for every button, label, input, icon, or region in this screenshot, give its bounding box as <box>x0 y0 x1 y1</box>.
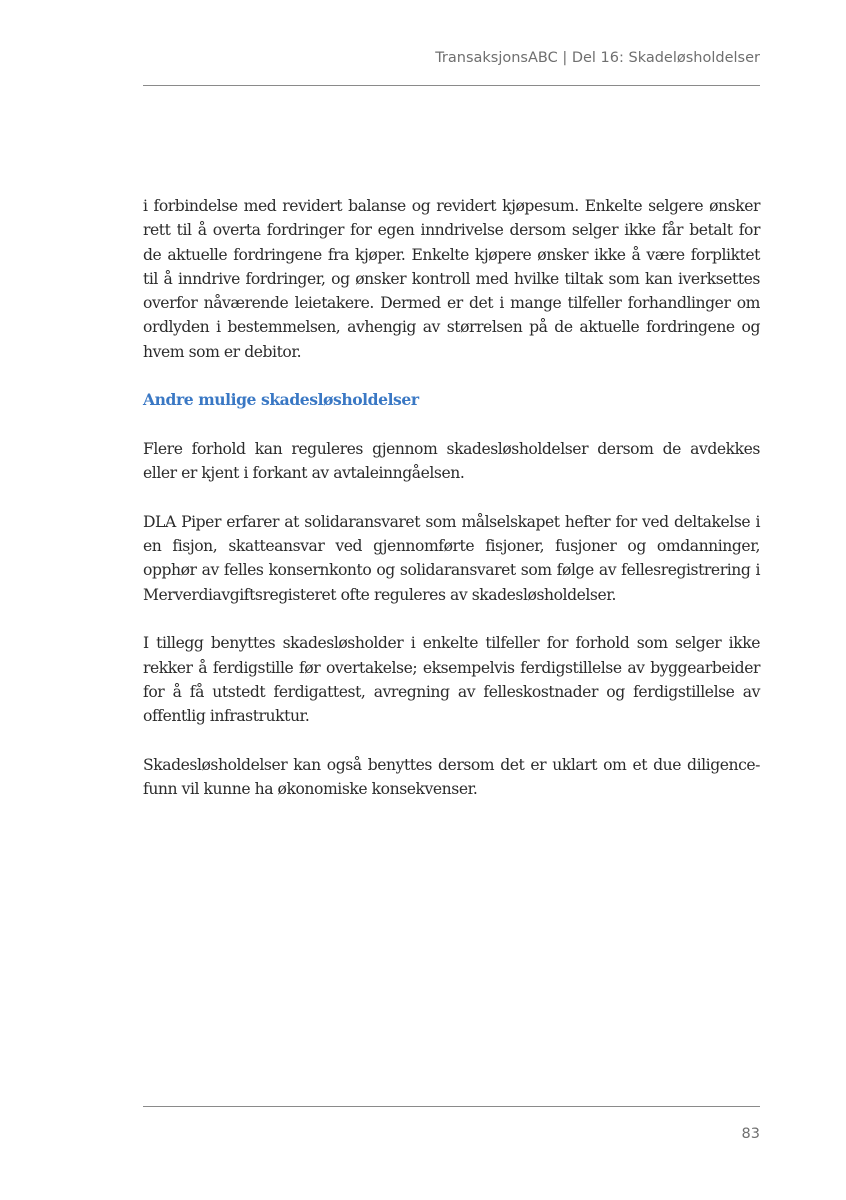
body-paragraph: Flere forhold kan reguleres gjennom skadesløsholdelser dersom de avdekkes eller er kjent i forkant av avtaleinngåelsen. <box>143 439 760 483</box>
body-paragraph: DLA Piper erfarer at solidaransvaret som målselskapet hefter for ved deltakelse i en fisjon, skatteansvar ved gjennomførte fisjoner, fusjoner og omdanninger, opphør av felles konsernkonto og solidaransvaret som følge av fellesregistrering i Merverdiavgiftsregisteret ofte reguleres av skadesløsholdelser. <box>143 512 760 604</box>
page-number: 83 <box>741 1126 760 1142</box>
page-body <box>143 194 760 801</box>
section-other-indemnities <box>143 388 760 485</box>
body-paragraph: Skadesløsholdelser kan også benyttes dersom det er uklart om et due diligence-funn vil kunne ha økonomiske konsekvenser. <box>143 755 760 799</box>
running-header: TransaksjonsABC | Del 16: Skadeløsholdelser <box>435 50 760 66</box>
body-paragraph: I tillegg benyttes skadesløsholder i enkelte tilfeller for forhold som selger ikke rekker å ferdigstille før overtakelse; eksempelvis ferdigstillelse av byggearbeider for å få utstedt ferdigattest, avregning av felleskostnader og ferdigstillelse av offentlig infrastruktur. <box>143 634 760 726</box>
section-heading: Andre mulige skadesløsholdelser <box>143 390 419 410</box>
header-divider <box>143 85 760 86</box>
footer-divider <box>143 1106 760 1107</box>
body-paragraph: i forbindelse med revidert balanse og revidert kjøpesum. Enkelte selgere ønsker rett til å overta fordringer for egen inndrivelse dersom selger ikke får betalt for de aktuelle fordringene fra kjøper. Enkelte kjøpere ønsker ikke å være forpliktet til å inndrive fordringer, og ønsker kontroll med hvilke tiltak som kan iverksettes overfor nåværende leietakere. Dermed er det i mange tilfeller forhandlinger om ordlyden i bestemmelsen, avhengig av størrelsen på de aktuelle fordringene og hvem som er debitor. <box>143 197 760 361</box>
